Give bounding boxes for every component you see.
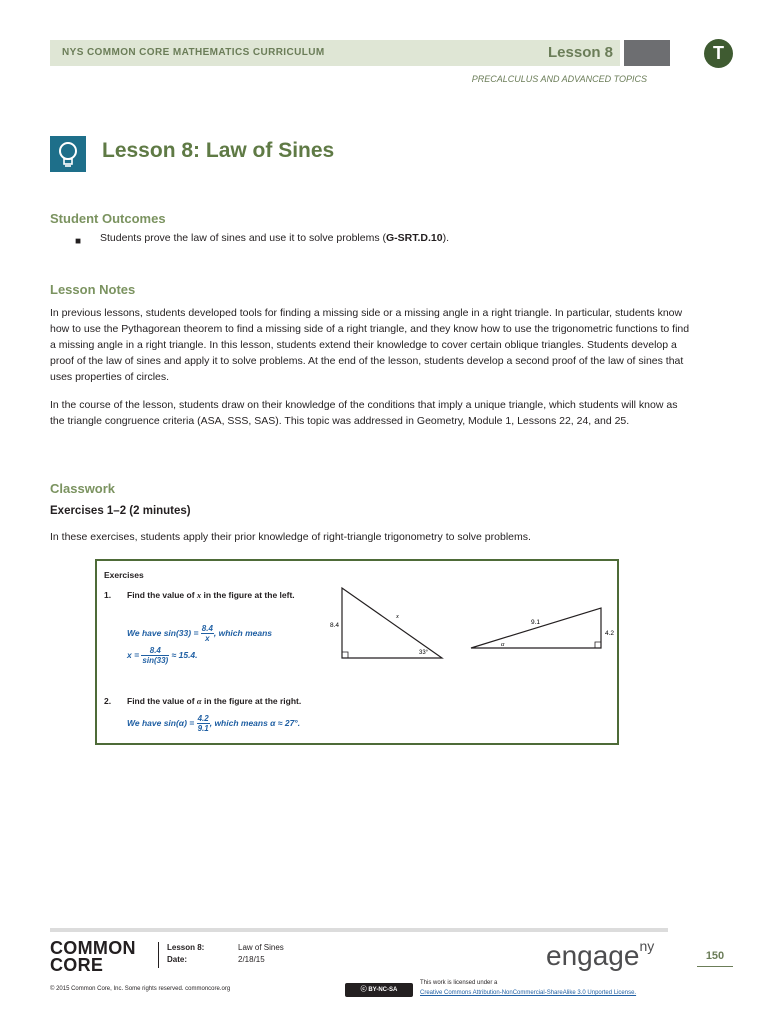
answer-2: We have sin(α) = $\frac{4.2}{9.1}$ , which means α ≈ 27°. (127, 714, 301, 733)
classwork-heading: Classwork (50, 481, 116, 496)
question-1-number: 1. (104, 590, 112, 600)
license-link[interactable]: Creative Commons Attribution-NonCommercial-ShareAlike 3.0 Unported License. (420, 990, 637, 996)
notes-heading: Lesson Notes (50, 282, 136, 297)
alpha-label: α (501, 641, 505, 648)
page-number: 150 (705, 950, 725, 962)
outcome-item: Students prove the law of sines and use it to solve problems (G-SRT.D.10). (100, 232, 450, 244)
common-core-logo: COMMON CORE (50, 938, 136, 975)
teacher-badge: T (704, 39, 733, 68)
lightbulb-icon (50, 136, 86, 172)
header-tab (624, 40, 670, 66)
footer-separator (158, 942, 159, 968)
copyright-text: © 2015 Common Core, Inc. Some rights reserved. commoncore.org (50, 986, 231, 992)
classwork-intro: In these exercises, students apply their prior knowledge of right-triangle trigonometry to solve problems. (50, 531, 531, 543)
outcomes-heading: Student Outcomes (50, 211, 166, 226)
course-label: PRECALCULUS AND ADVANCED TOPICS (471, 74, 647, 84)
triangle-right-figure (465, 600, 625, 660)
footer-date-value: 2/18/15 (238, 955, 265, 964)
triangle-left-figure (320, 580, 450, 670)
lesson-label: Lesson 8 (548, 44, 614, 61)
engageny-logo: engage$^{ny}$ (546, 937, 655, 971)
curriculum-label: NYS COMMON CORE MATHEMATICS CURRICULUM (62, 47, 325, 58)
angle-label: 33° (419, 650, 429, 656)
page-title: Lesson 8: Law of Sines (102, 139, 335, 162)
footer-lesson-value: Law of Sines (238, 943, 284, 952)
right-hyp-label: 9.1 (531, 619, 541, 626)
page-number-underline (697, 966, 733, 967)
cc-icon: ⓒ (360, 987, 369, 993)
right-side-label: 4.2 (605, 630, 615, 637)
bullet-icon: ■ (75, 236, 82, 247)
notes-paragraph-2: In the course of the lesson, students draw on their knowledge of the conditions that imply a unique triangle, which students will know as the triangle congruence criteria (ASA, SSS, SAS). This topic was addressed in Geometry, Module 1, Lessons 22, 24, and 25. (50, 399, 678, 427)
question-2-text: Find the value of α in the figure at the right. (127, 696, 302, 706)
hypotenuse-label: x (396, 613, 399, 620)
answer-1-line-1: We have sin(33) = $\frac{8.4}{x}$ , which means (127, 624, 273, 643)
footer-lesson-key: Lesson 8: (167, 943, 205, 952)
left-side-label: 8.4 (330, 622, 340, 629)
answer-1-line-2: x = $\frac{8.4}{\sin(33)}$ ≈ 15.4. (127, 646, 198, 665)
cc-license-badge: ⓒ BY-NC-SA (345, 983, 413, 997)
exercises-subheading: Exercises 1–2 (2 minutes) (50, 505, 191, 517)
footer-date-key: Date: (167, 955, 188, 964)
exercise-box-title: Exercises (104, 570, 144, 580)
footer-rule (50, 928, 668, 932)
notes-paragraph-1: In previous lessons, students developed tools for finding a missing side or a missing angle in a right triangle. In particular, students know how to use the Pythagorean theorem to find a missing side of a right triangle, and they know how to use the trigonometric functions to find a missing angle in a right triangle. In this lesson, students extend their knowledge to cover certain oblique triangles. Students develop a proof of the law of sines and apply it to solve problems. At the end of the lesson, students develop a second proof of the law of sines that uses properties of circles. (50, 307, 690, 383)
question-2-number: 2. (104, 696, 112, 706)
question-1-text: Find the value of x in the figure at the left. (127, 590, 295, 600)
license-line-1: This work is licensed under a (420, 980, 498, 986)
